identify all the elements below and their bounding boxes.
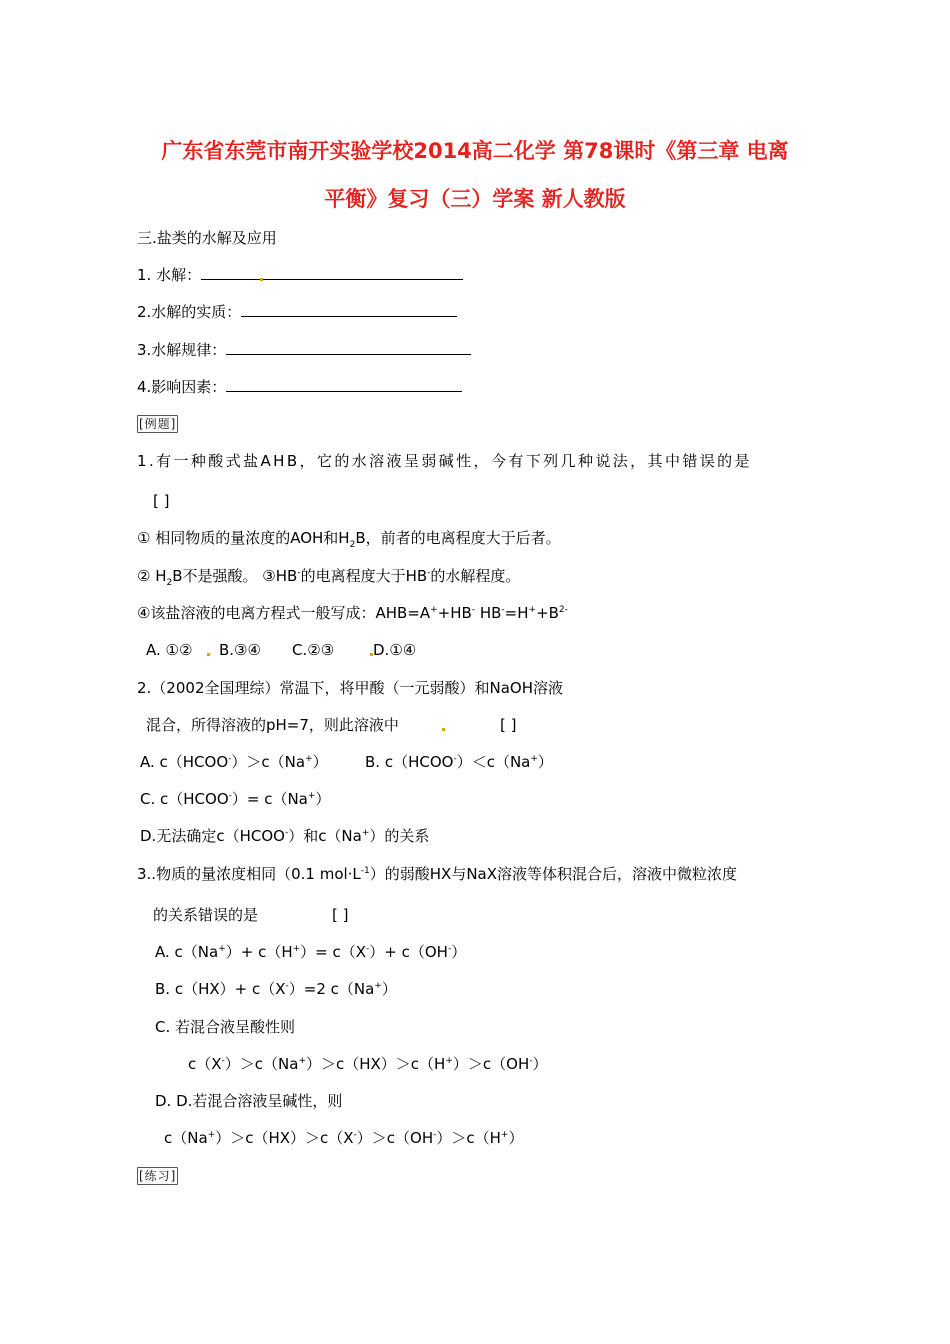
answer-blank-4[interactable] [226,377,462,392]
q3-a-text-a: A. c（Na [155,943,219,961]
document-title-line-1: 广东省东莞市南开实验学校2014高二化学 第78课时《第三章 电离 [161,139,789,163]
q3-b-sup2: + [374,981,382,991]
q3-option-b[interactable] [155,979,397,999]
q3-stem [137,864,737,884]
q3-bracket[interactable]: [ ] [332,906,349,924]
q2-a-sup2: + [305,754,313,764]
item-hydrolysis [137,265,463,285]
q1-option-c[interactable]: C.②③ [292,641,335,659]
q1-s2-sup1: - [297,568,301,578]
q1-s2-text-b: B不是强酸。 ③HB [172,567,298,585]
q2-a-sup1: - [228,754,232,764]
q3-d2-text-d: ）＞c（H [436,1129,501,1147]
q2-option-a[interactable] [140,752,328,772]
q2-stem-continued: 混合，所得溶液的pH=7，则此溶液中 [146,716,399,734]
q3-c2-text-e: ） [532,1055,548,1073]
q3-stem-text-a: 3..物质的量浓度相同（0.1 mol·L [137,865,361,883]
q1-stem: 1.有一种酸式盐AHB，它的水溶液呈弱碱性，今有下列几种说法，其中错误的是 [137,452,752,470]
q2-b-sup1: - [453,754,457,764]
q3-d2-sup4: + [500,1130,509,1140]
q2-b-text-c: ） [537,753,553,771]
q2-a-text-c: ） [312,753,328,771]
q3-a-sup2: + [292,944,301,954]
q2-c-text-a: C. c（HCOO [140,790,229,808]
q3-stem-continued: 的关系错误的是 [153,906,259,924]
document-title-line-2: 平衡》复习（三）学案 新人教版 [324,187,626,211]
q2-b-sup2: + [530,754,538,764]
q1-s4-text-c: HB [475,604,502,622]
q3-d2-text-c: ）＞c（OH [356,1129,434,1147]
q3-c2-sup2: + [298,1056,306,1066]
q3-b-text-a: B. c（HX）+ c（X [155,980,286,998]
q3-c2-sup3: + [445,1056,453,1066]
q2-d-sup2: + [361,828,370,838]
q1-s1-sub: 2 [349,540,356,550]
example-tag: [例题] [139,417,177,431]
artifact-dot [442,728,445,731]
artifact-dot [207,653,210,656]
q3-d2-text-a: c（Na [164,1129,208,1147]
item-essence-label: 2.水解的实质： [137,303,242,321]
item-factors [137,377,462,397]
q2-b-text-b: ）＜c（Na [456,753,531,771]
q3-a-sup4: - [447,944,452,954]
q1-s1-text-a: ① 相同物质的量浓度的AOH和H [137,529,350,547]
q1-s2-text-d: 的水解程度。 [430,567,521,585]
q1-option-a[interactable]: A. ①② [146,641,193,659]
q2-option-b[interactable] [365,752,553,772]
q1-s4-text-e: +B [536,604,559,622]
q3-b-text-b: ）=2 c（Na [288,980,375,998]
q3-stem-text-b: ）的弱酸HX与NaX溶液等体积混合后，溶液中微粒浓度 [369,865,738,883]
q3-b-sup1: - [285,981,289,991]
q3-b-text-c: ） [381,980,397,998]
q1-statement-4 [137,603,568,623]
q3-d2-sup3: - [433,1130,437,1140]
practice-tag: [练习] [139,1169,177,1183]
q1-s4-sup2: - [471,605,476,615]
q2-option-c[interactable] [140,789,330,809]
q2-d-text-b: ）和c（Na [288,827,362,845]
q2-option-d[interactable] [140,826,429,846]
q2-bracket[interactable]: [ ] [500,716,517,734]
q3-a-text-b: ）+ c（H [225,943,293,961]
q1-s2-text-a: ② H [137,567,167,585]
q1-statement-1 [137,528,561,548]
q2-d-text-c: ）的关系 [369,827,430,845]
q1-s4-text-d: =H [504,604,529,622]
q3-a-sup3: - [366,944,370,954]
q3-d2-sup2: - [353,1130,357,1140]
q3-stem-sup: -1 [360,866,370,876]
q3-option-a[interactable] [155,942,466,962]
q3-d2-sup1: + [207,1130,216,1140]
q3-a-text-d: ）+ c（OH [369,943,448,961]
q3-option-c-relation [188,1054,548,1074]
q1-option-b[interactable]: B.③④ [219,641,261,659]
item-rule [137,340,471,360]
q2-c-text-b: ）= c（Na [231,790,308,808]
q1-s2-sub: 2 [166,578,173,588]
q3-a-text-c: ）= c（X [300,943,367,961]
q2-stem: 2.（2002全国理综）常温下，将甲酸（一元弱酸）和NaOH溶液 [137,679,563,697]
item-essence [137,302,457,322]
answer-blank-1[interactable] [201,265,463,280]
q3-a-text-e: ） [451,943,467,961]
q3-c2-text-b: ）＞c（Na [224,1055,299,1073]
q3-option-c[interactable]: C. 若混合液呈酸性则 [155,1018,296,1036]
q1-s4-sup3: - [501,605,505,615]
item-factors-label: 4.影响因素： [137,378,227,396]
q2-a-text-b: ）＞c（Na [231,753,306,771]
q3-c2-sup1: - [221,1056,225,1066]
q1-s4-sup4: + [528,605,537,615]
q2-b-text-a: B. c（HCOO [365,753,454,771]
q3-c2-text-d: ）＞c（OH [452,1055,530,1073]
q1-bracket[interactable]: [ ] [153,492,170,510]
q2-c-text-c: ） [315,790,331,808]
q3-d2-text-e: ） [508,1129,524,1147]
section-heading: 三.盐类的水解及应用 [137,229,277,247]
q1-s2-sup2: - [427,568,431,578]
q2-a-text-a: A. c（HCOO [140,753,229,771]
q3-c2-text-c: ）＞c（HX）＞c（H [306,1055,446,1073]
q3-option-d-relation [164,1128,523,1148]
q3-option-d[interactable]: D. D.若混合溶液呈碱性，则 [155,1092,343,1110]
q2-d-text-a: D.无法确定c（HCOO [140,827,285,845]
q2-c-sup1: - [228,791,232,801]
q1-s1-text-b: B，前者的电离程度大于后者。 [355,529,561,547]
answer-blank-3[interactable] [226,340,471,355]
answer-blank-2[interactable] [241,302,457,317]
item-rule-label: 3.水解规律： [137,341,227,359]
q1-s2-text-c: 的电离程度大于HB [300,567,428,585]
q3-d2-text-b: ）＞c（HX）＞c（X [215,1129,354,1147]
q2-d-sup1: - [284,828,289,838]
q1-s4-sup5: 2- [558,605,568,615]
q1-s4-text-b: +HB [437,604,472,622]
q1-s4-sup1: + [430,605,438,615]
q1-s4-text-a: ④该盐溶液的电离方程式一般写成：AHB=A [137,604,431,622]
q3-c2-sup4: - [529,1056,533,1066]
artifact-dot [260,278,263,281]
q3-c2-text-a: c（X [188,1055,222,1073]
q1-statement-2-3 [137,566,520,586]
item-hydrolysis-label: 1. 水解： [137,266,202,284]
q2-c-sup2: + [307,791,316,801]
q1-option-d[interactable]: D.①④ [373,641,417,659]
q3-a-sup1: + [218,944,226,954]
